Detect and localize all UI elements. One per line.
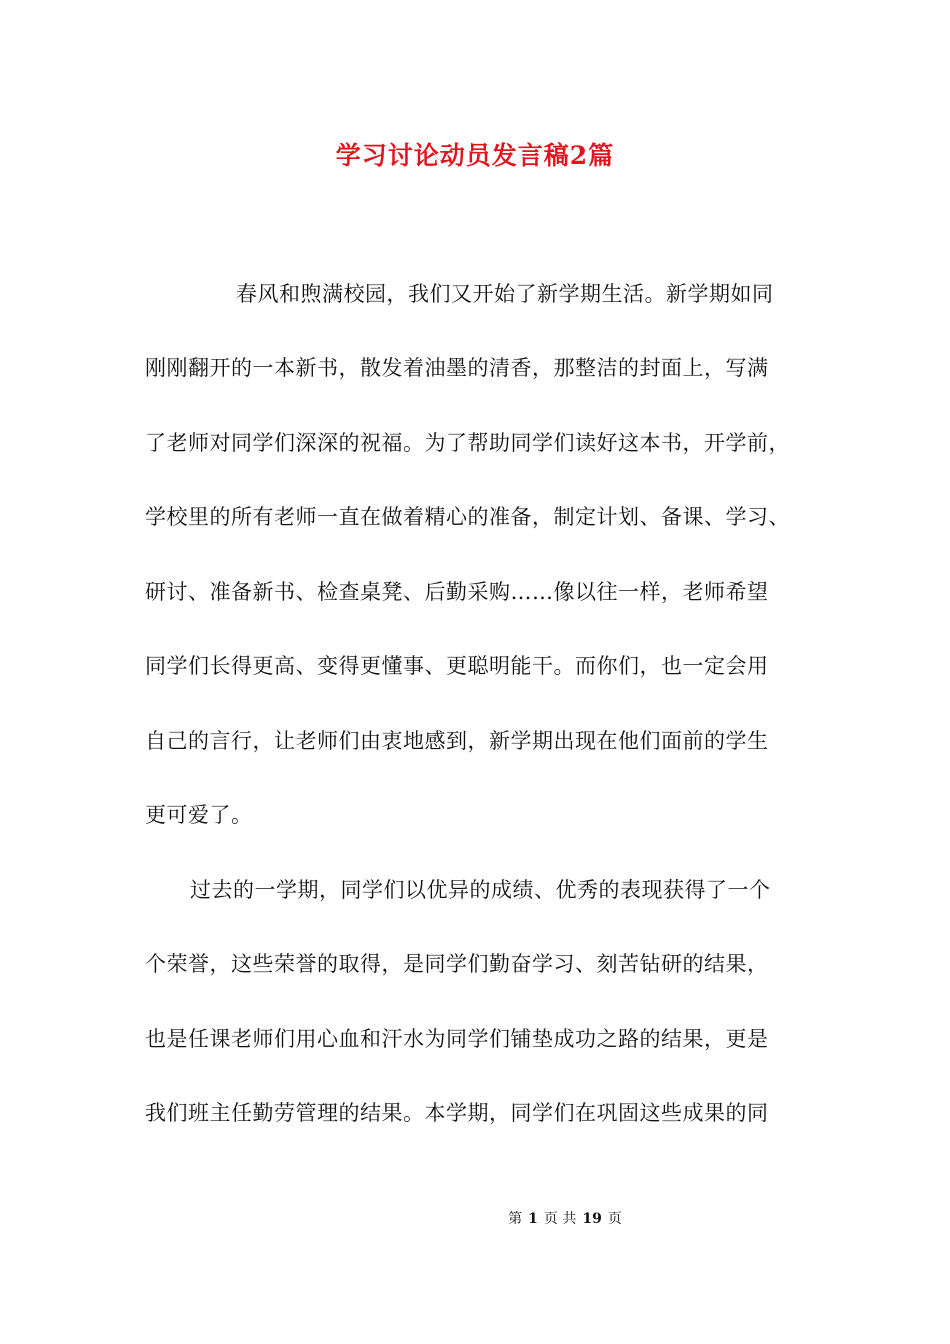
paragraph-2-line-2: 个荣誉，这些荣誉的取得，是同学们勤奋学习、刻苦钻研的结果， <box>145 952 769 976</box>
paragraph-2-line-1: 过去的一学期，同学们以优异的成绩、优秀的表现获得了一个 <box>190 878 771 902</box>
paragraph-2-line-3: 也是任课老师们用心血和汗水为同学们铺垫成功之路的结果，更是 <box>145 1027 769 1051</box>
current-page-number: 1 <box>528 1211 538 1227</box>
paragraph-2-line-4: 我们班主任勤劳管理的结果。本学期，同学们在巩固这些成果的同 <box>145 1101 769 1125</box>
paragraph-1-line-1: 春风和煦满校园，我们又开始了新学期生活。新学期如同 <box>236 282 774 306</box>
paragraph-1-line-2: 刚刚翻开的一本新书，散发着油墨的清香，那整洁的封面上，写满 <box>145 356 769 380</box>
total-pages-number: 19 <box>582 1211 602 1227</box>
footer-prefix: 第 <box>508 1211 523 1227</box>
footer-middle: 页 共 <box>543 1211 577 1227</box>
paragraph-1-line-6: 同学们长得更高、变得更懂事、更聪明能干。而你们，也一定会用 <box>145 654 769 678</box>
page-footer <box>0 1208 950 1228</box>
paragraph-1-line-5: 研讨、准备新书、检查桌凳、后勤采购……像以往一样，老师希望 <box>145 580 769 604</box>
document-title: 学习讨论动员发言稿2篇 <box>335 141 615 170</box>
paragraph-1-line-3: 了老师对同学们深深的祝福。为了帮助同学们读好这本书，开学前， <box>145 431 790 455</box>
footer-suffix: 页 <box>607 1211 622 1227</box>
paragraph-1-line-7: 自己的言行，让老师们由衷地感到，新学期出现在他们面前的学生 <box>145 729 769 753</box>
paragraph-1-line-8: 更可爱了。 <box>145 803 253 827</box>
paragraph-1-line-4: 学校里的所有老师一直在做着精心的准备，制定计划、备课、学习、 <box>145 505 790 529</box>
